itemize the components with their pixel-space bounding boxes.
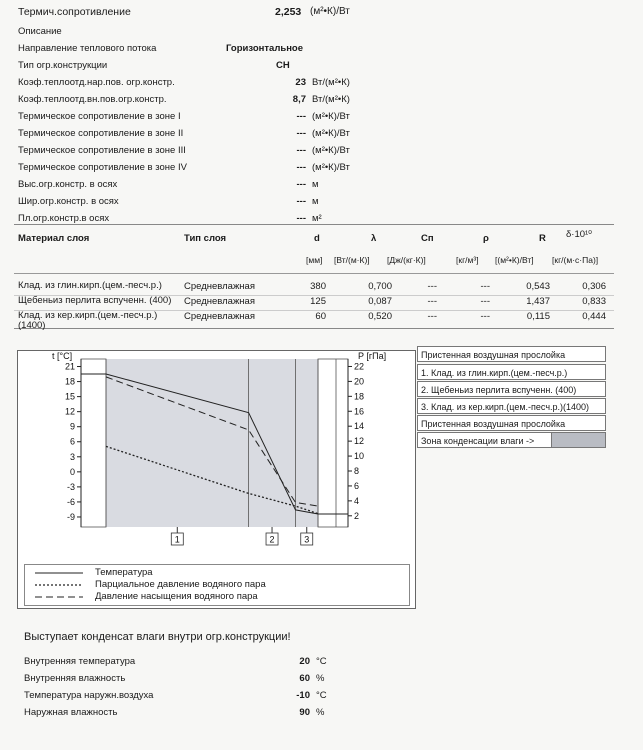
col-d: d [314, 233, 320, 244]
legend-temperature: Температура [95, 567, 153, 578]
unit-r: [(м²•К)/Вт] [495, 255, 534, 265]
legend-swatches [31, 565, 91, 605]
right-axis-label: P [гПа] [358, 351, 387, 361]
property-label: Шир.огр.констр. в осях [18, 196, 119, 207]
condition-label: Температура наружн.воздуха [24, 690, 154, 701]
side-item-air-gap-outer: Пристенная воздушная прослойка [417, 415, 606, 431]
property-label: Выс.огр.констр. в осях [18, 179, 118, 190]
condensation-message: Выступает конденсат влаги внутри огр.конструкции! [24, 631, 291, 643]
property-label: Тип огр.конструкции [18, 60, 108, 71]
condition-value: 60 [299, 673, 310, 684]
table-header-divider [14, 273, 614, 274]
left-tick-label: 15 [64, 391, 75, 402]
cell-r: 0,543 [526, 281, 550, 292]
property-value: 8,7 [292, 94, 306, 105]
property-unit: м [312, 196, 319, 207]
col-r: R [539, 233, 546, 244]
left-axis-label: t [°C] [52, 351, 73, 361]
left-tick-label: -6 [66, 496, 75, 507]
cell-rho: --- [480, 311, 490, 322]
col-rho: ρ [483, 233, 489, 244]
property-value: --- [296, 128, 306, 139]
condition-label: Наружная влажность [24, 707, 118, 718]
left-tick-label: 3 [69, 451, 75, 462]
cell-lambda: 0,700 [368, 281, 392, 292]
right-tick-label: 14 [354, 421, 365, 432]
right-tick-label: 10 [354, 451, 365, 462]
title-value: 2,253 [275, 6, 302, 18]
legend-saturation-pressure: Давление насыщения водяного пара [95, 591, 258, 602]
property-label: Термическое сопротивление в зоне IV [18, 162, 187, 173]
col-lambda: λ [371, 233, 377, 244]
property-unit: (м²•К)/Вт [312, 145, 350, 156]
condition-unit: °С [316, 690, 327, 701]
right-tick-label: 6 [354, 480, 360, 491]
cell-cp: --- [427, 311, 437, 322]
cell-type: Средневлажная [184, 296, 255, 307]
property-unit: Вт/(м²•К) [312, 77, 350, 88]
property-row [18, 92, 418, 108]
property-row [18, 109, 418, 125]
left-tick-label: -9 [66, 511, 75, 522]
cell-material: Щебеньиз перлита вспученн. (400) [18, 295, 172, 306]
side-condensation-zone [417, 432, 552, 448]
property-label: Пл.огр.констр.в осях [18, 213, 110, 224]
property-label: Коэф.теплоотд.нар.пов. огр.констр. [18, 77, 175, 88]
condition-value: -10 [296, 690, 310, 701]
property-unit: (м²•К)/Вт [312, 128, 350, 139]
unit-cp: [Дж/(кг·К)] [387, 255, 426, 265]
col-material: Материал слоя [18, 233, 90, 244]
condition-value: 20 [299, 656, 310, 667]
chart-legend [24, 564, 410, 606]
condition-label: Внутренняя температура [24, 656, 136, 667]
property-row [18, 143, 418, 159]
cell-r: 1,437 [526, 296, 550, 307]
chart-panel [17, 350, 416, 609]
property-value: --- [296, 179, 306, 190]
cell-rho: --- [480, 281, 490, 292]
condition-label: Внутренняя влажность [24, 673, 126, 684]
left-tick-label: 0 [69, 466, 75, 477]
cell-d: 60 [315, 311, 326, 322]
property-label: Коэф.теплоотд.вн.пов.огр.констр. [18, 94, 167, 105]
property-unit: (м²•К)/Вт [312, 162, 350, 173]
property-row [18, 177, 418, 193]
cell-delta: 0,444 [582, 311, 606, 322]
legend-partial-pressure: Парциальное давление водяного пара [95, 579, 266, 590]
cell-cp: --- [427, 296, 437, 307]
right-tick-label: 8 [354, 466, 360, 476]
property-row [18, 126, 418, 142]
side-item-air-gap-inner: Пристенная воздушная прослойка [417, 346, 606, 362]
property-value: Горизонтальное [226, 43, 304, 54]
cell-lambda: 0,520 [368, 311, 392, 322]
left-tick-label: 6 [69, 436, 75, 447]
cell-delta: 0,306 [582, 281, 606, 292]
right-tick-label: 12 [354, 436, 365, 447]
cell-type: Средневлажная [184, 281, 255, 292]
property-label: Описание [18, 26, 62, 37]
layers-table [14, 224, 614, 329]
cell-lambda: 0,087 [368, 296, 392, 307]
cell-d: 125 [310, 296, 326, 307]
col-cp: Cп [421, 233, 434, 244]
property-value: --- [296, 196, 306, 207]
property-value: --- [296, 111, 306, 122]
property-label: Термическое сопротивление в зоне I [18, 111, 181, 122]
col-type: Тип слоя [184, 233, 227, 244]
property-unit: Вт/(м²•К) [312, 94, 350, 105]
property-unit: (м²•К)/Вт [312, 111, 350, 122]
left-tick-label: 18 [64, 376, 75, 387]
cell-material: Клад. из кер.кирп.(цем.-песч.р.) (1400) [18, 310, 158, 331]
title-unit: (м²•К)/Вт [310, 6, 350, 17]
right-tick-label: 18 [354, 391, 365, 402]
side-item-layer-2: 2. Щебеньиз перлита вспученн. (400) [417, 381, 606, 397]
right-tick-label: 16 [354, 406, 365, 417]
wall-region [106, 359, 318, 527]
property-row [18, 41, 418, 57]
unit-delta: [кг/(м·с·Па)] [552, 255, 599, 265]
outer-air-region [318, 359, 348, 527]
cell-d: 380 [310, 281, 326, 292]
title-label: Термич.сопротивление [18, 6, 131, 18]
property-label: Термическое сопротивление в зоне II [18, 128, 184, 139]
property-unit: м² [312, 213, 322, 224]
property-row [18, 160, 418, 176]
side-item-layer-3: 3. Клад. из кер.кирп.(цем.-песч.р.)(1400) [417, 398, 606, 414]
condensation-zone-swatch [551, 432, 606, 448]
property-row [18, 24, 418, 40]
property-value: --- [296, 162, 306, 173]
col-delta: δ·10¹⁰ [566, 229, 592, 240]
property-row [18, 194, 418, 210]
cell-r: 0,115 [526, 311, 550, 322]
property-value: 23 [295, 77, 306, 88]
cell-material: Клад. из глин.кирп.(цем.-песч.р.) [18, 280, 162, 291]
condition-unit: % [316, 673, 325, 684]
property-value: СН [276, 60, 290, 71]
condition-unit: % [316, 707, 325, 718]
cell-cp: --- [427, 281, 437, 292]
property-value: --- [296, 213, 306, 224]
cell-delta: 0,833 [582, 296, 606, 307]
layer-marker-label: 3 [304, 534, 310, 545]
unit-lambda: [Вт/(м·К)] [334, 255, 370, 265]
layer-marker-label: 2 [269, 534, 275, 545]
condition-value: 90 [299, 707, 310, 718]
left-tick-label: 9 [69, 421, 75, 432]
cell-rho: --- [480, 296, 490, 307]
property-row [18, 58, 418, 74]
left-tick-label: 21 [64, 361, 75, 372]
inner-air-region [81, 359, 106, 527]
chart-svg [18, 351, 415, 564]
left-tick-label: -3 [66, 481, 75, 492]
condition-unit: °С [316, 656, 327, 667]
property-label: Направление теплового потока [18, 43, 157, 54]
unit-rho: [кг/м³] [456, 255, 479, 265]
unit-d: [мм] [306, 255, 323, 265]
right-tick-label: 4 [354, 495, 360, 506]
condensation-zone-label: Зона конденсации влаги -> [421, 436, 535, 446]
right-tick-label: 2 [354, 510, 360, 521]
property-label: Термическое сопротивление в зоне III [18, 145, 186, 156]
layer-marker-label: 1 [174, 534, 180, 545]
right-tick-label: 22 [354, 361, 365, 372]
side-item-layer-1: 1. Клад. из глин.кирп.(цем.-песч.р.) [417, 364, 606, 380]
right-tick-label: 20 [354, 376, 365, 387]
property-value: --- [296, 145, 306, 156]
cell-type: Средневлажная [184, 311, 255, 322]
property-unit: м [312, 179, 319, 190]
property-row [18, 75, 418, 91]
left-tick-label: 12 [64, 406, 75, 417]
